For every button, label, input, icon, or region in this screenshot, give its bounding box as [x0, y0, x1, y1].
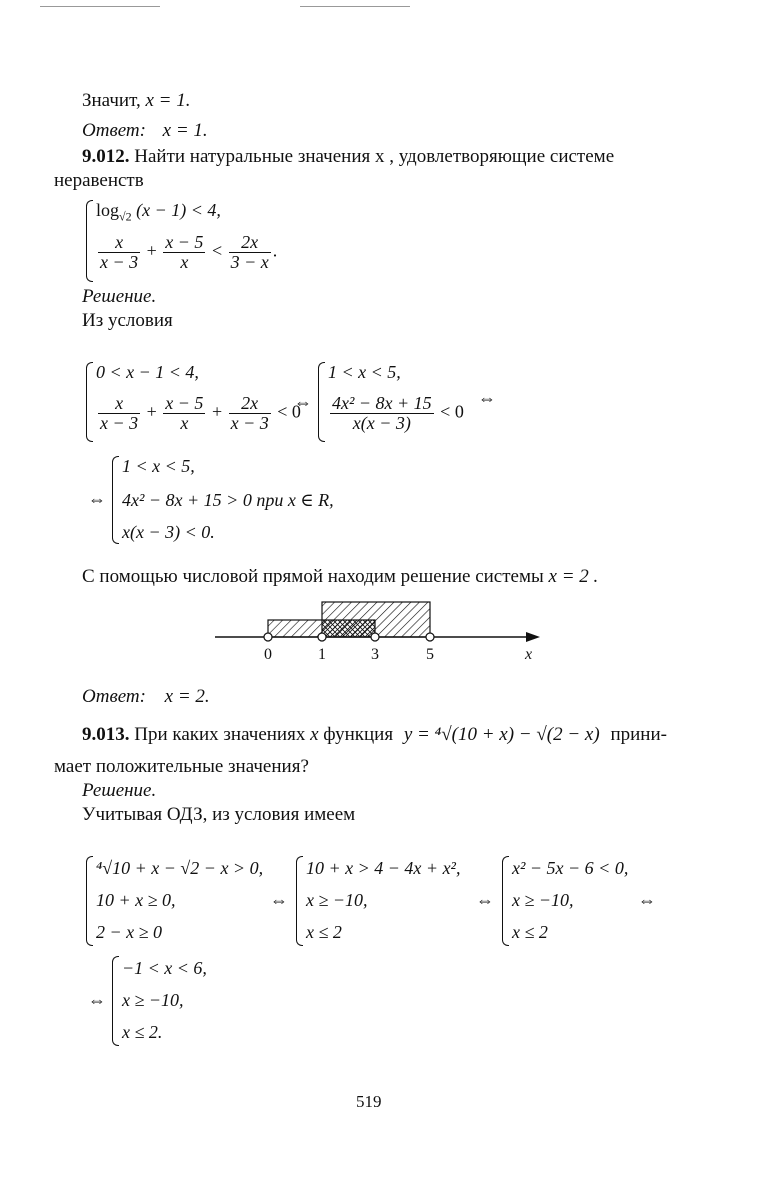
problem-013-statement-cont: мает положительные значения? [54, 756, 309, 777]
s1-row-1: 0 < x − 1 < 4, [96, 362, 199, 382]
s2-row-1: 1 < x < 5, [328, 362, 401, 382]
s3-row-1: 1 < x < 5, [122, 456, 195, 476]
a-row-1: ⁴√10 + x − √2 − x > 0, [96, 858, 264, 878]
problem-012-statement: 9.012. Найти натуральные значения x , удовлетворяющие системе [82, 146, 615, 167]
b-row-3: x ≤ 2 [306, 922, 342, 942]
d-row-3: x ≤ 2. [122, 1022, 163, 1042]
interval-overlap [322, 620, 375, 637]
answer-line-1: Ответ: x = 1. [82, 120, 208, 141]
a-row-2: 10 + x ≥ 0, [96, 890, 176, 910]
system-brace [318, 362, 325, 442]
equiv-symbol: ⇔ [476, 890, 494, 910]
solution-label-013: Решение. [82, 780, 157, 801]
point-5 [426, 633, 434, 641]
page-number: 519 [356, 1092, 382, 1111]
axis-arrow [526, 632, 540, 642]
equiv-symbol: ⇔ [88, 990, 106, 1010]
system-brace [86, 200, 93, 282]
numline-text: С помощью числовой прямой находим решение системы x = 2 . [82, 566, 599, 587]
s3-row-3: x(x − 3) < 0. [122, 522, 215, 542]
answer-line-2: Ответ: x = 2. [82, 686, 210, 707]
a-row-3: 2 − x ≥ 0 [96, 922, 163, 942]
axis-label-x: x [525, 646, 533, 663]
tick-label-0: 0 [264, 646, 272, 663]
point-0 [264, 633, 272, 641]
tick-label-3: 3 [371, 646, 379, 663]
b-row-2: x ≥ −10, [306, 890, 368, 910]
solution-label-012: Решение. [82, 286, 157, 307]
given-row-2: $\frac{x}{x - 3}$ + $\frac{x - 5}{x}$ < $\frac{2x}{3 - x}$ . [100, 232, 278, 272]
problem-013-statement: 9.013. При каких значениях x функция y = ⁴√(10 + x) − √(2 − x) прини- [82, 724, 667, 745]
c-row-3: x ≤ 2 [512, 922, 548, 942]
tick-label-1: 1 [318, 646, 326, 663]
c-row-2: x ≥ −10, [512, 890, 574, 910]
tick-label-5: 5 [426, 646, 434, 663]
s1-row-2: $\frac{x}{x - 3}$ + $\frac{x - 5}{x}$ + $\frac{2x}{x - 3}$ < 0 [100, 393, 301, 433]
system-brace [502, 856, 509, 946]
equiv-symbol: ⇔ [638, 890, 656, 910]
c-row-1: x² − 5x − 6 < 0, [512, 858, 629, 878]
system-brace [112, 956, 119, 1046]
system-brace [112, 456, 119, 544]
b-row-1: 10 + x > 4 − 4x + x², [306, 858, 461, 878]
d-row-1: −1 < x < 6, [122, 958, 207, 978]
s3-row-2: 4x² − 8x + 15 > 0 при x ∈ R, [122, 490, 334, 510]
s2-row-2: $\frac{\text{4x² − 8x + 15}}{x(x - 3)}$ < 0 [332, 393, 464, 433]
d-row-2: x ≥ −10, [122, 990, 184, 1010]
from-condition-text: Из условия [82, 310, 173, 331]
problem-012-statement-cont: неравенств [54, 170, 144, 191]
system-brace [86, 362, 93, 442]
conclusion-line: Значит, x = 1. [82, 90, 191, 111]
odz-text: Учитывая ОДЗ, из условия имеем [82, 804, 356, 825]
equiv-symbol: ⇔ [270, 890, 288, 910]
point-1 [318, 633, 326, 641]
given-row-1: $\log_{√2} (x - 1) < 4$, [96, 200, 221, 224]
scan-artifact-line [40, 6, 160, 7]
equiv-symbol: ⇔ [478, 388, 496, 408]
number-line-diagram [200, 592, 560, 672]
system-brace [86, 856, 93, 946]
system-brace [296, 856, 303, 946]
equiv-symbol: ⇔ [294, 392, 312, 412]
equiv-symbol: ⇔ [88, 489, 106, 509]
scan-artifact-line [300, 6, 410, 7]
point-3 [371, 633, 379, 641]
